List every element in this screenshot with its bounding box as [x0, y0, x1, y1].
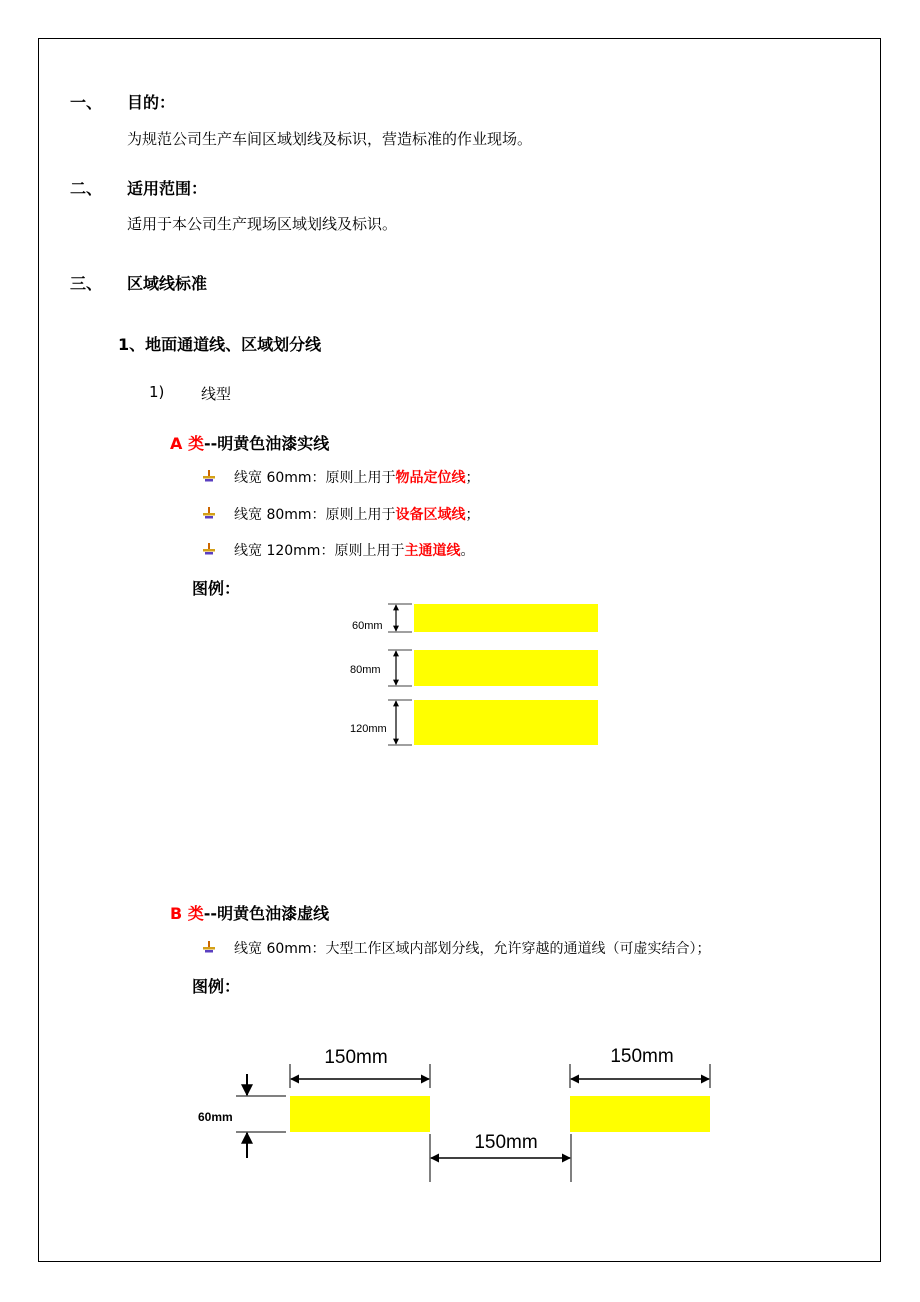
section-2-number: 二、 — [70, 179, 103, 198]
section-3-number: 三、 — [70, 274, 103, 293]
bullet-marker-icon — [202, 542, 216, 556]
type-a-heading — [170, 431, 329, 454]
dashed-segment-1 — [290, 1096, 430, 1132]
type-b-heading — [170, 901, 329, 924]
bullet-end: ； — [465, 470, 480, 486]
type-b-prefix: B 类 — [170, 904, 204, 923]
bullet-end: 。 — [460, 543, 475, 559]
section-1-number: 一、 — [70, 93, 103, 112]
solid-line-120mm — [414, 700, 598, 745]
bullet-text: 线宽 80mm：原则上用于 — [234, 507, 396, 523]
bullet-end: ； — [465, 507, 480, 523]
dashed-segment-2 — [570, 1096, 710, 1132]
width-label: 60mm — [198, 1110, 233, 1124]
subsection-title: 1、地面通道线、区域划分线 — [118, 335, 322, 354]
section-2-title: 适用范围： — [127, 179, 208, 198]
item-label: 线型 — [201, 385, 232, 403]
type-a-title: --明黄色油漆实线 — [203, 434, 330, 453]
type-b-bullet-1: 线宽 60mm：大型工作区域内部划分线，允许穿越的通道线（可虚实结合）； — [234, 941, 711, 957]
bullet-highlight: 设备区域线 — [395, 507, 466, 523]
label-120mm: 120mm — [350, 723, 387, 735]
type-b-legend-label: 图例： — [192, 977, 241, 996]
label-80mm: 80mm — [350, 664, 381, 676]
type-a-bullet-1 — [234, 467, 480, 487]
section-3-title: 区域线标准 — [127, 274, 208, 293]
segment-1-length-label: 150mm — [324, 1047, 388, 1068]
type-a-bullet-3 — [234, 540, 474, 560]
type-b-diagram — [190, 1036, 730, 1186]
bullet-marker-icon — [202, 940, 216, 954]
type-a-diagram — [340, 596, 610, 754]
bullet-highlight: 主通道线 — [404, 543, 461, 559]
section-1-title: 目的： — [127, 93, 176, 112]
bullet-text: 线宽 60mm：原则上用于 — [234, 470, 396, 486]
section-1-body: 为规范公司生产车间区域划线及标识，营造标准的作业现场。 — [127, 130, 533, 148]
bullet-marker-icon — [202, 469, 216, 483]
bullet-highlight: 物品定位线 — [395, 470, 466, 486]
solid-line-60mm — [414, 604, 598, 632]
solid-line-80mm — [414, 650, 598, 686]
bullet-text: 线宽 120mm：原则上用于 — [234, 543, 405, 559]
label-60mm: 60mm — [352, 620, 383, 632]
type-a-bullet-2 — [234, 504, 480, 524]
item-number: 1) — [149, 383, 165, 401]
type-a-legend-label: 图例： — [192, 579, 241, 598]
section-2-body: 适用于本公司生产现场区域划线及标识。 — [127, 215, 398, 233]
type-a-prefix: A 类 — [170, 434, 204, 453]
segment-2-length-label: 150mm — [610, 1046, 674, 1067]
gap-length-label: 150mm — [474, 1132, 538, 1153]
bullet-marker-icon — [202, 506, 216, 520]
type-b-title: --明黄色油漆虚线 — [203, 904, 330, 923]
